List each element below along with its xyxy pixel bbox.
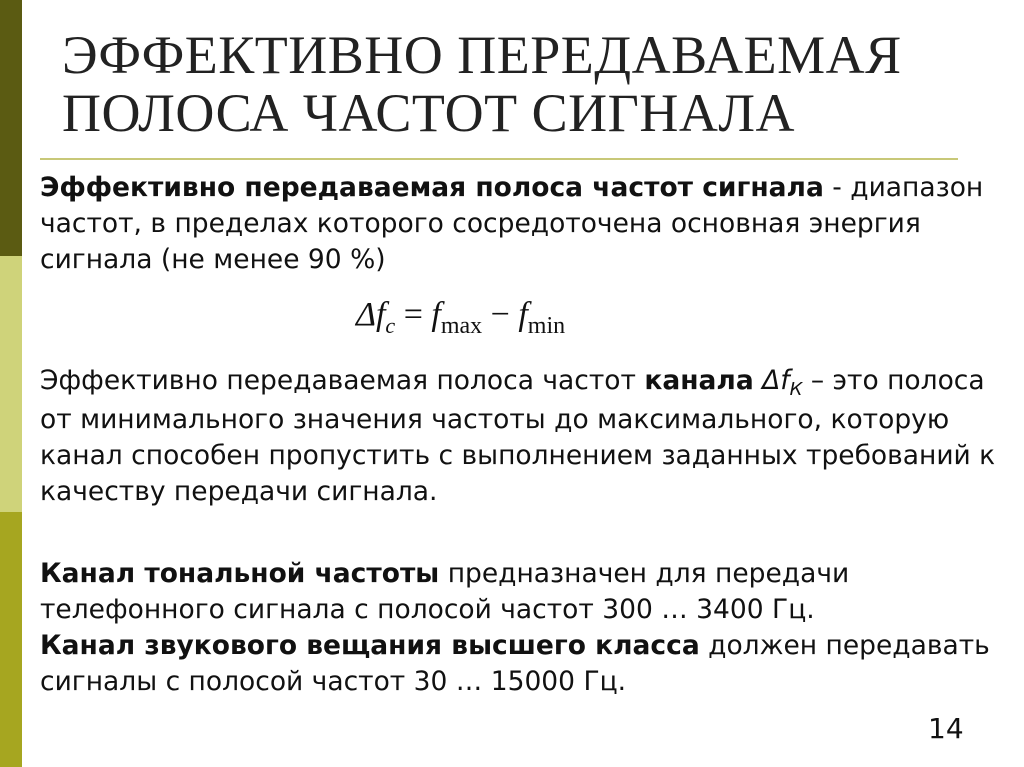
formula-f2: f [431, 296, 441, 333]
title-line-1: ЭФФЕКТИВНО ПЕРЕДАВАЕМАЯ [62, 25, 902, 85]
definition-text: - диапазон частот, в пределах которого сосредоточена основная энергия сигнала (не менее 90 %) [40, 172, 984, 275]
title-line-2: ПОЛОСА ЧАСТОТ СИГНАЛА [62, 83, 795, 143]
channel-bold: канала [644, 365, 754, 396]
formula-minus: − [482, 296, 519, 333]
side-stripe-middle [0, 256, 22, 512]
tonal-bold: Канал тональной частоты [40, 558, 440, 589]
tonal-paragraph [40, 556, 1000, 628]
side-stripe-top [0, 0, 22, 256]
formula-sub-max: max [440, 313, 483, 339]
tonal-rest: предназначен для передачи телефонного сигнала с полосой частот 300 … 3400 Гц. [40, 558, 850, 625]
formula-sub-c: c [385, 313, 396, 338]
formula-sub-min: min [527, 313, 566, 339]
formula-f3: f [518, 296, 528, 333]
broadcast-paragraph [40, 628, 1000, 700]
formula-delta: Δ [356, 296, 376, 333]
title-divider [40, 158, 958, 160]
definition-term: Эффективно передаваемая полоса частот сигнала [40, 172, 824, 203]
channel-lead: Эффективно передаваемая полоса частот [40, 365, 645, 396]
slide-title [62, 26, 962, 142]
definition-paragraph [40, 170, 1000, 278]
formula-f1: f [375, 296, 386, 333]
channel-paragraph [40, 363, 1000, 510]
broadcast-rest: должен передавать сигналы с полосой частот 30 … 15000 Гц. [40, 630, 990, 697]
broadcast-bold: Канал звукового вещания высшего класса [40, 630, 700, 661]
formula-equals: = [395, 296, 432, 333]
channel-rest: – это полоса от минимального значения частоты до максимального, которую канал способен пропустить с выполнением заданных требований к качеству передачи сигнала. [40, 365, 996, 507]
page-number: 14 [928, 712, 964, 745]
bandwidth-formula [356, 296, 566, 339]
side-stripe-bottom [0, 512, 22, 767]
channel-symbol-sub: К [789, 379, 803, 400]
channel-symbol: Δf [762, 365, 790, 396]
